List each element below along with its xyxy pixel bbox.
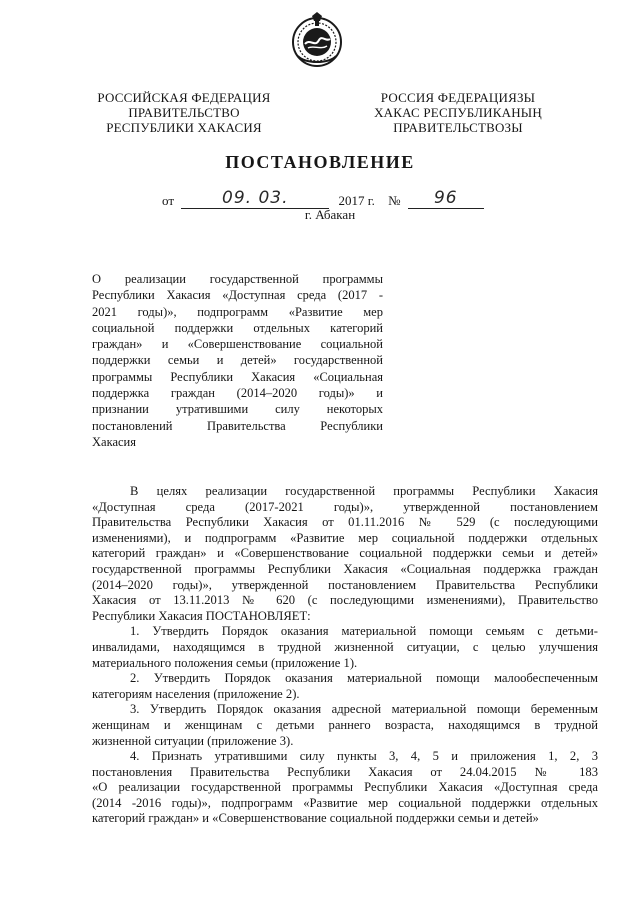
date-number-line [162, 188, 484, 209]
date-handwritten: 09. 03. [222, 188, 289, 208]
city-name: г. Абакан [304, 207, 356, 222]
body-paragraph [92, 624, 598, 671]
body-line: 2. Утвердить Порядок оказания материальной помощи малообеспеченным [130, 671, 598, 686]
body-line: 3. Утвердить Порядок оказания адресной материальной помощи беременным [130, 702, 598, 717]
body-line: инвалидами, находящимся в трудной жизненной ситуации, с целью улучшения [92, 639, 598, 654]
header-right-block [358, 90, 558, 135]
body-line: материального положения семьи (приложение 1). [92, 655, 358, 670]
document-title: ПОСТАНОВЛЕНИЕ [225, 152, 415, 172]
year-label: 2017 г. [338, 193, 375, 208]
subject-line: поддержки семьи и детей» государственной [92, 353, 383, 368]
body-line: категорий граждан» и «Совершенствование социальной поддержки семьи и детей» [92, 811, 539, 826]
coat-of-arms-emblem [290, 12, 344, 68]
number-field [408, 188, 484, 209]
subject-line: постановлений Правительства Республики [92, 418, 383, 433]
header-left-line: РЕСПУБЛИКИ ХАКАСИЯ [106, 120, 262, 135]
header-left-line: РОССИЙСКАЯ ФЕДЕРАЦИЯ [97, 90, 271, 105]
body-line: категориям населения (приложение 2). [92, 686, 300, 701]
body-line: В целях реализации государственной программы Республики Хакасия [130, 484, 598, 498]
document-body [92, 484, 598, 827]
body-line: Республики Хакасия ПОСТАНОВЛЯЕТ: [92, 608, 311, 623]
body-paragraph [92, 702, 598, 749]
body-line: изменениями), и подпрограмм «Развитие мер социальной поддержки отдельных [92, 530, 598, 545]
body-line: «Доступная среда (2017-2021 годы)», утвержденной постановлением [92, 499, 598, 514]
subject-line: Хакасия [92, 434, 136, 449]
subject-line: поддержка граждан (2014–2020 годы)» и [92, 386, 383, 401]
body-line: государственной программы Республики Хакасия «Социальная поддержка граждан [92, 561, 598, 576]
body-line: Правительства Республики Хакасия от 01.11.2016 № 529 (с последующими [92, 515, 598, 530]
body-paragraph [92, 749, 598, 827]
number-sign: № [388, 193, 401, 208]
document-subject [92, 271, 383, 450]
body-line: 1. Утвердить Порядок оказания материальной помощи семьям с детьми- [130, 624, 598, 639]
subject-line: признании утратившими силу некоторых [92, 402, 383, 417]
subject-line: Республики Хакасия «Доступная среда (2017 - [92, 288, 383, 303]
header-left-line: ПРАВИТЕЛЬСТВО [128, 105, 240, 120]
subject-line: социальной поддержки отдельных категорий [92, 320, 383, 335]
body-line: Хакасия от 13.11.2013 № 620 (с последующими изменениями), Правительство [92, 593, 598, 608]
subject-line: программы Республики Хакасия «Социальная [92, 369, 383, 384]
body-paragraph [92, 484, 598, 624]
body-line: (2014–2020 годы)», утвержденной постановлением Правительства Республики [92, 577, 598, 592]
body-line: категорий граждан» и «Совершенствование социальной поддержки семьи и детей» [92, 546, 598, 561]
body-line: «О реализации государственной программы Республики Хакасия «Доступная среда [92, 780, 598, 795]
body-line: постановления Правительства Республики Хакасия от 24.04.2015 № 183 [92, 764, 598, 779]
subject-line: О реализации государственной программы [92, 272, 383, 286]
body-line: жизненной ситуации (приложение 3). [92, 733, 294, 748]
subject-line: граждан» и «Совершенствование социальной [92, 337, 383, 352]
header-right-line: ПРАВИТЕЛЬСТВОЗЫ [393, 120, 523, 135]
date-prefix: от [162, 193, 175, 208]
header-left-block [84, 90, 284, 135]
subject-line: 2021 годы)», подпрограмм «Развитие мер [92, 304, 383, 319]
date-field [181, 188, 329, 209]
number-handwritten: 96 [433, 188, 458, 208]
body-paragraph [92, 671, 598, 702]
body-line: 4. Признать утратившими силу пункты 3, 4, 5 и приложения 1, 2, 3 [130, 749, 598, 764]
header-right-line: РОССИЯ ФЕДЕРАЦИЯЗЫ [380, 90, 536, 105]
body-line: (2014 -2016 годы)», подпрограмм «Развитие мер социальной поддержки отдельных [92, 795, 598, 810]
header-right-line: ХАКАС РЕСПУБЛИКАНЫҢ [374, 105, 542, 120]
body-line: женщинам и женщинам с детьми раннего возраста, находящимся в трудной [92, 717, 598, 732]
